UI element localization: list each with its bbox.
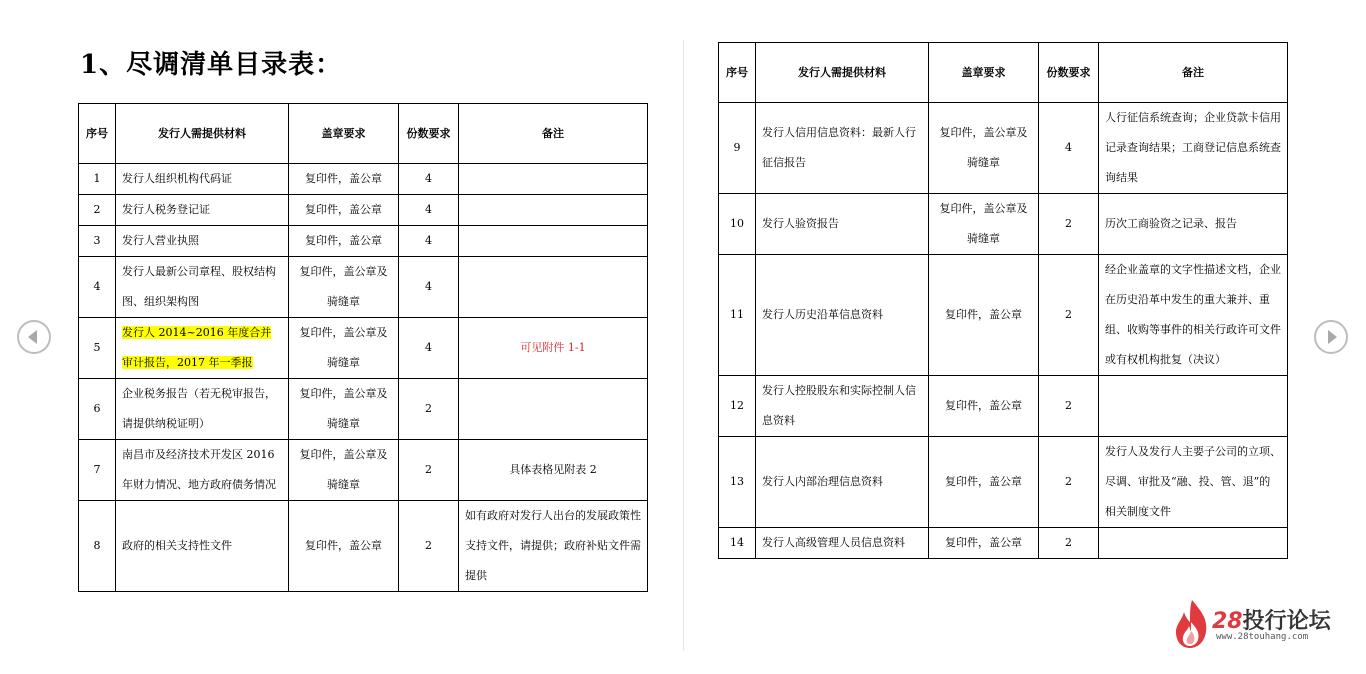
table-row	[79, 164, 648, 195]
cell-copies: 2	[1039, 437, 1099, 528]
table-row	[719, 255, 1288, 376]
cell-seq: 7	[79, 440, 116, 501]
cell-seal: 复印件，盖公章	[929, 437, 1039, 528]
cell-notes: 具体表格见附表 2	[459, 440, 648, 501]
cell-seq: 4	[79, 257, 116, 318]
cell-material: 发行人最新公司章程、股权结构图、组织架构图	[116, 257, 289, 318]
table-row	[79, 195, 648, 226]
cell-seal: 复印件，盖公章及骑缝章	[929, 103, 1039, 194]
cell-material: 发行人组织机构代码证	[116, 164, 289, 195]
cell-seal: 复印件，盖公章	[929, 255, 1039, 376]
cell-copies: 4	[399, 195, 459, 226]
cell-notes	[459, 195, 648, 226]
cell-seal: 复印件，盖公章	[929, 376, 1039, 437]
cell-copies: 2	[399, 379, 459, 440]
next-arrow-icon	[1328, 330, 1337, 344]
header-seal: 盖章要求	[929, 43, 1039, 103]
cell-copies: 2	[399, 501, 459, 592]
header-material: 发行人需提供材料	[756, 43, 929, 103]
cell-seq: 5	[79, 318, 116, 379]
cell-seq: 2	[79, 195, 116, 226]
cell-notes	[1099, 528, 1288, 559]
cell-material: 发行人历史沿革信息资料	[756, 255, 929, 376]
next-page-button[interactable]	[1314, 320, 1348, 354]
cell-seal: 复印件，盖公章及骑缝章	[289, 318, 399, 379]
cell-seq: 6	[79, 379, 116, 440]
table-header-row	[79, 104, 648, 164]
logo-name: 投行论坛	[1242, 609, 1331, 634]
header-copies: 份数要求	[399, 104, 459, 164]
cell-material: 发行人内部治理信息资料	[756, 437, 929, 528]
site-logo[interactable]	[1172, 598, 1342, 650]
checklist-table-left	[78, 103, 648, 592]
cell-copies: 2	[1039, 528, 1099, 559]
cell-seq: 12	[719, 376, 756, 437]
cell-notes	[459, 379, 648, 440]
table-header-row	[719, 43, 1288, 103]
cell-notes: 历次工商验资之记录、报告	[1099, 194, 1288, 255]
cell-seal: 复印件，盖公章	[289, 164, 399, 195]
checklist-table-right	[718, 42, 1288, 559]
cell-notes: 人行征信系统查询；企业贷款卡信用记录查询结果；工商登记信息系统查询结果	[1099, 103, 1288, 194]
cell-notes	[459, 226, 648, 257]
cell-material: 发行人信用信息资料：最新人行征信报告	[756, 103, 929, 194]
page-divider	[683, 40, 684, 650]
highlighted-text: 发行人 2014~2016 年度合并审计报告，2017 年一季报	[122, 326, 272, 369]
header-seq: 序号	[719, 43, 756, 103]
cell-notes-attachment: 可见附件 1-1	[459, 318, 648, 379]
table-row	[719, 194, 1288, 255]
cell-material: 发行人控股股东和实际控制人信息资料	[756, 376, 929, 437]
cell-seq: 14	[719, 528, 756, 559]
header-copies: 份数要求	[1039, 43, 1099, 103]
cell-seal: 复印件，盖公章	[929, 528, 1039, 559]
logo-url: www.28touhang.com	[1216, 632, 1309, 642]
cell-copies: 2	[1039, 255, 1099, 376]
cell-seal: 复印件，盖公章	[289, 195, 399, 226]
cell-seal: 复印件，盖公章	[289, 226, 399, 257]
cell-material: 发行人税务登记证	[116, 195, 289, 226]
table-row	[79, 318, 648, 379]
cell-seal: 复印件，盖公章及骑缝章	[289, 257, 399, 318]
cell-seq: 10	[719, 194, 756, 255]
table-row	[79, 257, 648, 318]
cell-material: 发行人高级管理人员信息资料	[756, 528, 929, 559]
cell-copies: 4	[399, 164, 459, 195]
cell-material: 发行人验资报告	[756, 194, 929, 255]
logo-wordmark	[1212, 604, 1331, 635]
table-row	[719, 528, 1288, 559]
cell-copies: 2	[399, 440, 459, 501]
cell-material: 企业税务报告（若无税审报告，请提供纳税证明）	[116, 379, 289, 440]
cell-copies: 4	[1039, 103, 1099, 194]
table-row	[719, 376, 1288, 437]
cell-copies: 4	[399, 226, 459, 257]
cell-seal: 复印件，盖公章及骑缝章	[929, 194, 1039, 255]
flame-logo-icon	[1172, 598, 1212, 650]
cell-seq: 1	[79, 164, 116, 195]
cell-copies: 2	[1039, 376, 1099, 437]
cell-copies: 4	[399, 257, 459, 318]
table-row	[79, 501, 648, 592]
cell-seq: 3	[79, 226, 116, 257]
header-material: 发行人需提供材料	[116, 104, 289, 164]
cell-seal: 复印件，盖公章	[289, 501, 399, 592]
cell-seq: 13	[719, 437, 756, 528]
prev-arrow-icon	[28, 330, 37, 344]
cell-seal: 复印件，盖公章及骑缝章	[289, 440, 399, 501]
cell-material: 南昌市及经济技术开发区 2016 年财力情况、地方政府债务情况	[116, 440, 289, 501]
header-notes: 备注	[459, 104, 648, 164]
cell-seal: 复印件，盖公章及骑缝章	[289, 379, 399, 440]
cell-seq: 11	[719, 255, 756, 376]
cell-notes: 经企业盖章的文字性描述文档，企业在历史沿革中发生的重大兼并、重组、收购等事件的相关行政许可文件或有权机构批复（决议）	[1099, 255, 1288, 376]
table-row	[719, 437, 1288, 528]
cell-notes: 发行人及发行人主要子公司的立项、尽调、审批及“融、投、管、退”的相关制度文件	[1099, 437, 1288, 528]
page-title: 1、尽调清单目录表：	[80, 50, 343, 80]
header-notes: 备注	[1099, 43, 1288, 103]
logo-number: 28	[1212, 609, 1243, 634]
cell-material: 发行人营业执照	[116, 226, 289, 257]
cell-seq: 9	[719, 103, 756, 194]
header-seq: 序号	[79, 104, 116, 164]
table-row	[719, 103, 1288, 194]
cell-copies: 2	[1039, 194, 1099, 255]
cell-notes	[459, 164, 648, 195]
header-seal: 盖章要求	[289, 104, 399, 164]
table-row	[79, 379, 648, 440]
cell-copies: 4	[399, 318, 459, 379]
cell-seq: 8	[79, 501, 116, 592]
cell-notes: 如有政府对发行人出台的发展政策性支持文件，请提供；政府补贴文件需提供	[459, 501, 648, 592]
cell-notes	[1099, 376, 1288, 437]
table-row	[79, 226, 648, 257]
cell-material: 政府的相关支持性文件	[116, 501, 289, 592]
prev-page-button[interactable]	[17, 320, 51, 354]
table-row	[79, 440, 648, 501]
cell-notes	[459, 257, 648, 318]
cell-material-highlighted	[116, 318, 289, 379]
